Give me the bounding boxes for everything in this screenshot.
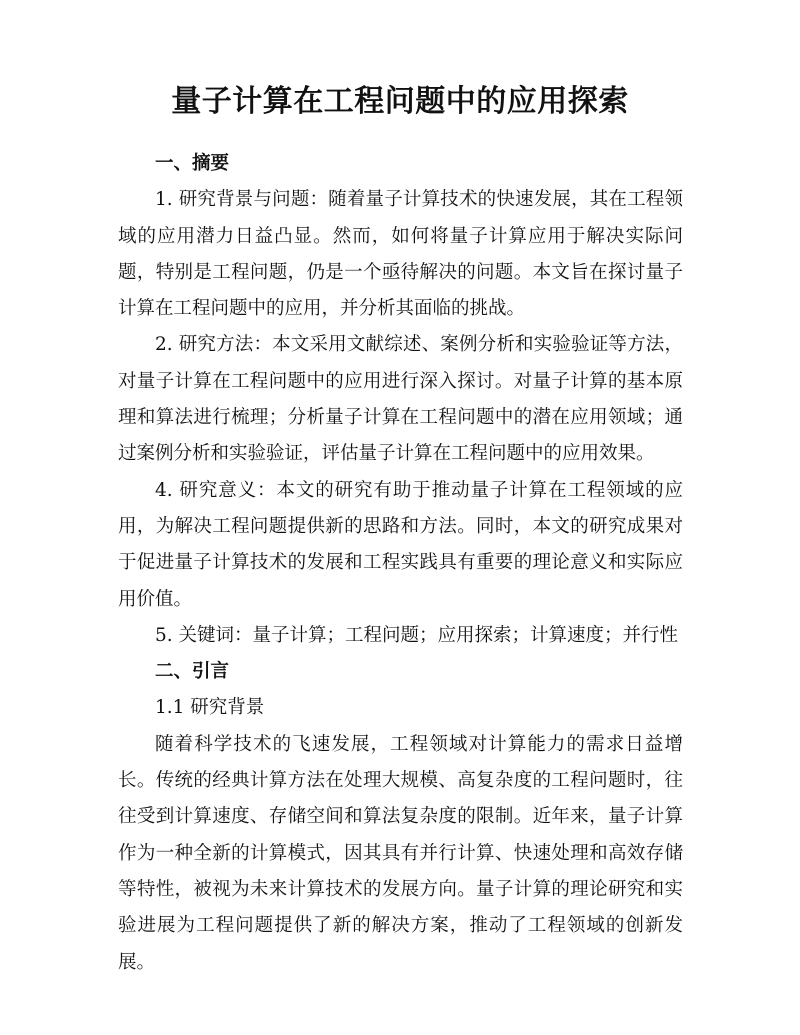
document-title: 量子计算在工程问题中的应用探索 <box>171 84 629 119</box>
abstract-paragraph-background: 1. 研究背景与问题：随着量子计算技术的快速发展，其在工程领域的应用潜力日益凸显。然而，如何将量子计算应用于解决实际问题，特别是工程问题，仍是一个亟待解决的问题。本文旨在探讨量子计算在工程问题中的应用，并分析其面临的挑战。 <box>118 189 683 320</box>
abstract-paragraph-keywords: 5. 关键词：量子计算；工程问题；应用探索；计算速度；并行性 <box>155 624 679 646</box>
abstract-paragraph-significance: 4. 研究意义：本文的研究有助于推动量子计算在工程领域的应用，为解决工程问题提供新的思路和方法。同时，本文的研究成果对于促进量子计算技术的发展和工程实践具有重要的理论意义和实际应用价值。 <box>118 479 683 610</box>
abstract-paragraph-methods: 2. 研究方法：本文采用文献综述、案例分析和实验验证等方法，对量子计算在工程问题中的应用进行深入探讨。对量子计算的基本原理和算法进行梳理；分析量子计算在工程问题中的潜在应用领域；通过案例分析和实验验证，评估量子计算在工程问题中的应用效果。 <box>118 334 683 465</box>
document-body <box>118 146 683 981</box>
section-heading-abstract: 一、摘要 <box>155 153 230 174</box>
section-heading-introduction: 二、引言 <box>155 661 230 683</box>
introduction-paragraph: 随着科学技术的飞速发展，工程领域对计算能力的需求日益增长。传统的经典计算方法在处理大规模、高复杂度的工程问题时，往往受到计算速度、存储空间和算法复杂度的限制。近年来，量子计算作为一种全新的计算模式，因其具有并行计算、快速处理和高效存储等特性，被视为未来计算技术的发展方向。量子计算的理论研究和实验进展为工程问题提供了新的解决方案，推动了工程领域的创新发展。 <box>118 733 683 973</box>
subsection-heading-background: 1.1 研究背景 <box>155 697 265 719</box>
